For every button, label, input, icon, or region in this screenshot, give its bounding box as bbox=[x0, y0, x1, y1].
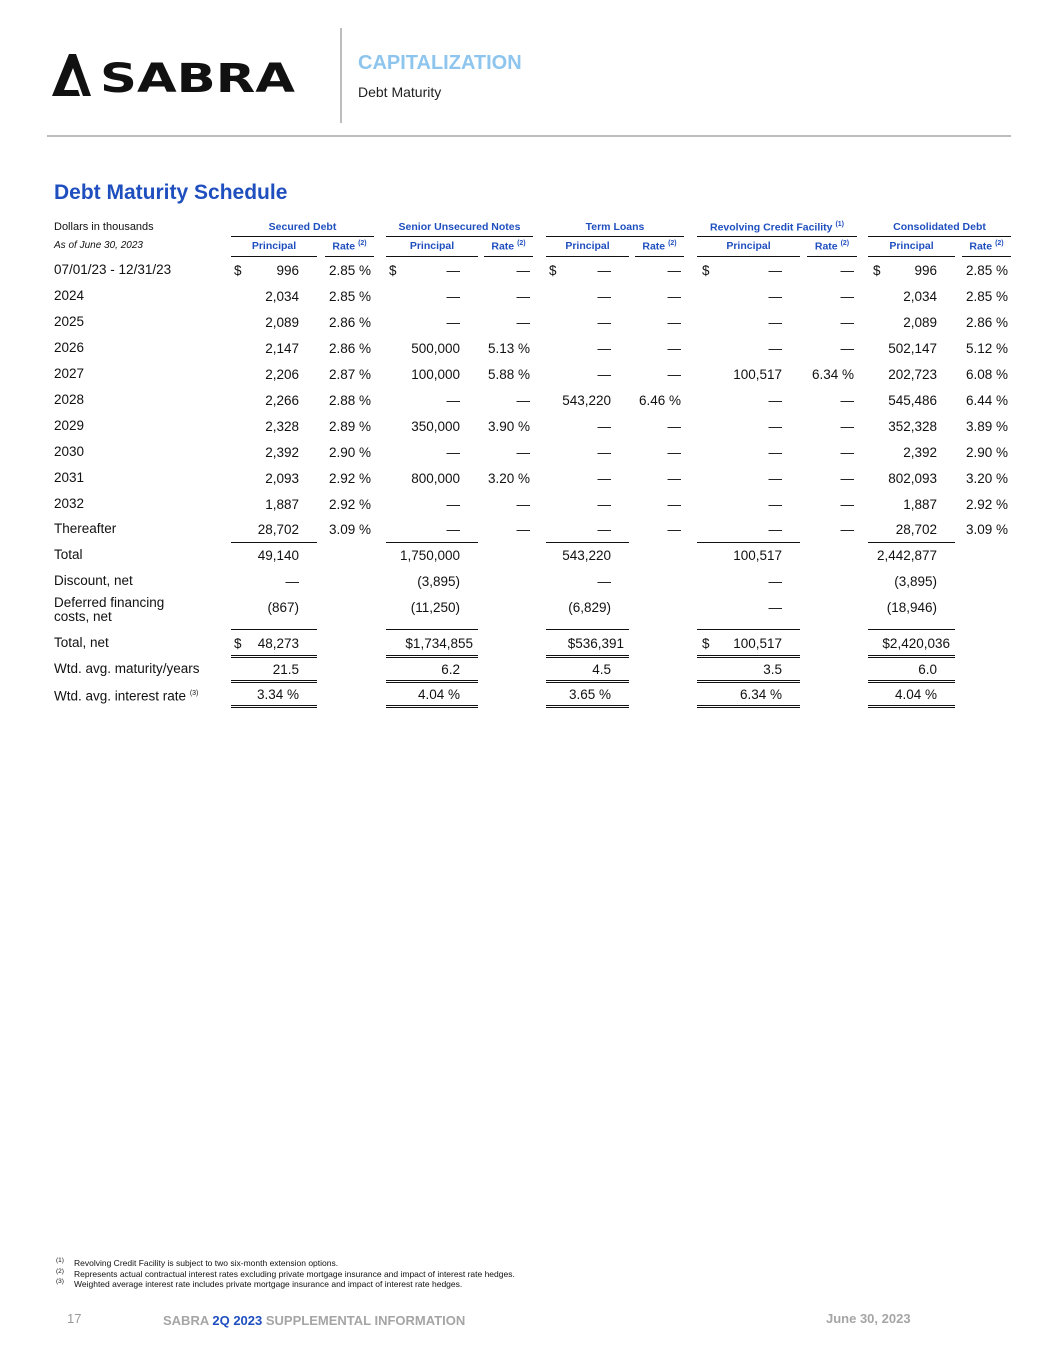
cell-principal: — bbox=[768, 497, 782, 512]
cell-rate: — bbox=[667, 419, 681, 434]
cell-rate: 2.92 % bbox=[328, 471, 371, 486]
cell-principal: — bbox=[446, 497, 460, 512]
cell-rate: — bbox=[516, 522, 530, 537]
cell-principal: — bbox=[597, 315, 611, 330]
cell-rate: 2.86 % bbox=[328, 315, 371, 330]
group-header-revolving: Revolving Credit Facility $^{(1)}$ bbox=[709, 221, 844, 234]
cell-rate: — bbox=[667, 341, 681, 356]
cell-rate: 2.85 % bbox=[328, 263, 371, 278]
rule-thereafter bbox=[231, 542, 317, 543]
cell-rate: 2.90 % bbox=[965, 445, 1008, 460]
cell-principal: (3,895) bbox=[894, 574, 937, 589]
cell-rate: — bbox=[516, 263, 530, 278]
cell-principal: 6.2 bbox=[441, 662, 460, 677]
group-header-consolidated: Consolidated Debt bbox=[893, 221, 986, 233]
cell-rate: — bbox=[840, 289, 854, 304]
row-label: 2026 bbox=[54, 340, 85, 355]
cell-rate: 2.85 % bbox=[965, 289, 1008, 304]
cell-principal: 352,328 bbox=[888, 419, 937, 434]
header-rule bbox=[47, 135, 1011, 137]
cell-principal: — bbox=[597, 522, 611, 537]
row-label: 2028 bbox=[54, 392, 85, 407]
cell-principal: 2,034 bbox=[903, 289, 937, 304]
rule-interest bbox=[231, 705, 317, 708]
footnote-mark-2: (2) bbox=[358, 240, 367, 247]
rule-interest bbox=[386, 705, 478, 708]
cell-principal: — bbox=[597, 263, 611, 278]
cell-rate: 2.90 % bbox=[328, 445, 371, 460]
cell-principal: 28,702 bbox=[895, 522, 937, 537]
footnote-2: (2) Represents actual contractual interest rates excluding private mortgage insurance and impact of interest rate hedges. bbox=[56, 1267, 515, 1279]
cell-principal: — bbox=[446, 315, 460, 330]
footnote-mark-2: (2) bbox=[668, 240, 677, 247]
cell-principal: 202,723 bbox=[888, 367, 937, 382]
row-label: Wtd. avg. interest rate $^{(3)}$ bbox=[54, 688, 199, 704]
cell-principal: 48,273 bbox=[257, 636, 299, 651]
cell-rate: 2.86 % bbox=[965, 315, 1008, 330]
col-rule-principal bbox=[386, 256, 478, 257]
cell-rate: — bbox=[667, 471, 681, 486]
cell-principal: 1,887 bbox=[903, 497, 937, 512]
cell-principal: 2,206 bbox=[265, 367, 299, 382]
rule-maturity bbox=[386, 680, 478, 683]
rule-interest bbox=[697, 705, 800, 708]
rule-thereafter bbox=[546, 542, 629, 543]
cell-rate: 2.87 % bbox=[328, 367, 371, 382]
units-note: Dollars in thousands bbox=[54, 221, 154, 233]
cell-rate: 2.92 % bbox=[965, 497, 1008, 512]
cell-rate: 2.89 % bbox=[328, 419, 371, 434]
row-label: 2032 bbox=[54, 496, 85, 511]
cell-principal: — bbox=[597, 419, 611, 434]
cell-rate: — bbox=[667, 522, 681, 537]
group-rule-revolving bbox=[697, 236, 857, 237]
cell-rate: — bbox=[667, 497, 681, 512]
cell-principal: — bbox=[446, 445, 460, 460]
cell-rate: 5.12 % bbox=[965, 341, 1008, 356]
cell-rate: — bbox=[516, 289, 530, 304]
cell-principal: 543,220 bbox=[562, 393, 611, 408]
col-header-rate: Rate $^{(2)}$ bbox=[332, 240, 367, 253]
cell-principal: — bbox=[446, 393, 460, 408]
cell-principal: (6,829) bbox=[568, 600, 611, 615]
row-label: Discount, net bbox=[54, 573, 133, 588]
cell-rate: — bbox=[840, 263, 854, 278]
col-header-rate: Rate $^{(2)}$ bbox=[814, 240, 850, 253]
cell-principal: 800,000 bbox=[411, 471, 460, 486]
dollar-sign: $ bbox=[549, 263, 557, 278]
col-rule-rate bbox=[325, 256, 374, 257]
cell-principal: 1,887 bbox=[265, 497, 299, 512]
cell-principal: — bbox=[597, 367, 611, 382]
cell-principal: 2,089 bbox=[903, 315, 937, 330]
cell-principal: — bbox=[768, 471, 782, 486]
rule-total-net bbox=[546, 655, 629, 658]
cell-principal: — bbox=[768, 393, 782, 408]
footnote-3: (3) Weighted average interest rate includes private mortgage insurance and impact of interest rate hedges. bbox=[56, 1278, 463, 1289]
cell-principal: 100,000 bbox=[411, 367, 460, 382]
group-header-secured: Secured Debt bbox=[268, 221, 337, 233]
dollar-sign: $ bbox=[234, 636, 242, 651]
rule-maturity bbox=[546, 680, 629, 683]
row-label: Total, net bbox=[54, 635, 109, 650]
footnotes bbox=[56, 1258, 515, 1290]
cell-principal: $1,734,855 bbox=[405, 636, 473, 651]
cell-principal: — bbox=[597, 574, 611, 589]
cell-principal: 2,442,877 bbox=[876, 548, 937, 563]
cell-principal: — bbox=[446, 263, 460, 278]
footnote-mark-3: (3) bbox=[189, 690, 199, 697]
footer-title: SABRA 2Q 2023 SUPPLEMENTAL INFORMATION bbox=[163, 1313, 466, 1328]
cell-principal: 996 bbox=[914, 263, 937, 278]
cell-principal: 2,093 bbox=[265, 471, 299, 486]
cell-rate: 2.92 % bbox=[328, 497, 371, 512]
cell-principal: 1,750,000 bbox=[399, 548, 460, 563]
cell-principal: (18,946) bbox=[886, 600, 937, 615]
cell-principal: — bbox=[768, 445, 782, 460]
cell-principal: — bbox=[768, 315, 782, 330]
cell-principal: — bbox=[597, 471, 611, 486]
cell-principal: 996 bbox=[276, 263, 299, 278]
cell-principal: — bbox=[768, 600, 782, 615]
cell-rate: 5.88 % bbox=[487, 367, 530, 382]
cell-rate: 3.09 % bbox=[965, 522, 1008, 537]
cell-principal: (3,895) bbox=[417, 574, 460, 589]
rule-interest bbox=[868, 705, 955, 708]
cell-principal: — bbox=[768, 419, 782, 434]
rule-costs bbox=[546, 629, 629, 630]
cell-rate: — bbox=[516, 315, 530, 330]
col-header-principal: Principal bbox=[251, 240, 297, 252]
footer-date: June 30, 2023 bbox=[826, 1311, 911, 1326]
row-label: 2031 bbox=[54, 470, 85, 485]
rule-thereafter bbox=[386, 542, 478, 543]
cell-rate: — bbox=[667, 263, 681, 278]
col-header-rate: Rate $^{(2)}$ bbox=[491, 240, 526, 253]
cell-principal: 100,517 bbox=[733, 367, 782, 382]
cell-principal: 3.34 % bbox=[256, 687, 299, 702]
svg-text:SABRA: SABRA bbox=[100, 56, 296, 98]
cell-principal: 6.34 % bbox=[739, 687, 782, 702]
cell-principal: 2,034 bbox=[265, 289, 299, 304]
rule-maturity bbox=[868, 680, 955, 683]
cell-principal: 4.5 bbox=[592, 662, 611, 677]
cell-rate: — bbox=[667, 315, 681, 330]
cell-rate: — bbox=[840, 419, 854, 434]
rule-total-net bbox=[386, 655, 478, 658]
section-title: CAPITALIZATION bbox=[358, 52, 522, 74]
cell-rate: — bbox=[840, 497, 854, 512]
rule-total-net bbox=[697, 655, 800, 658]
cell-principal: — bbox=[768, 574, 782, 589]
cell-principal: — bbox=[768, 341, 782, 356]
col-header-principal: Principal bbox=[889, 240, 934, 252]
cell-principal: 545,486 bbox=[888, 393, 937, 408]
cell-rate: 3.90 % bbox=[487, 419, 530, 434]
cell-principal: 6.0 bbox=[918, 662, 937, 677]
col-header-principal: Principal bbox=[565, 240, 610, 252]
cell-principal: 2,392 bbox=[265, 445, 299, 460]
col-rule-principal bbox=[231, 256, 317, 257]
page-number: 17 bbox=[67, 1311, 82, 1326]
cell-principal: — bbox=[597, 497, 611, 512]
cell-rate: 3.20 % bbox=[965, 471, 1008, 486]
cell-principal: 2,266 bbox=[265, 393, 299, 408]
rule-total-net bbox=[231, 655, 317, 658]
row-label: Deferred financing costs, net bbox=[54, 595, 165, 624]
cell-rate: 3.20 % bbox=[487, 471, 530, 486]
rule-costs bbox=[231, 629, 317, 630]
cell-rate: 6.44 % bbox=[965, 393, 1008, 408]
cell-principal: 543,220 bbox=[562, 548, 611, 563]
cell-principal: — bbox=[285, 574, 299, 589]
header-divider bbox=[340, 28, 342, 123]
cell-principal: 4.04 % bbox=[894, 687, 937, 702]
cell-rate: — bbox=[840, 522, 854, 537]
cell-rate: — bbox=[516, 445, 530, 460]
cell-principal: 100,517 bbox=[733, 636, 782, 651]
col-header-principal: Principal bbox=[409, 240, 455, 252]
group-header-term: Term Loans bbox=[585, 221, 645, 233]
cell-principal: — bbox=[768, 522, 782, 537]
cell-principal: 28,702 bbox=[257, 522, 299, 537]
row-label: Wtd. avg. maturity/years bbox=[54, 661, 200, 676]
cell-principal: 4.04 % bbox=[417, 687, 460, 702]
cell-principal: $2,420,036 bbox=[882, 636, 950, 651]
sabra-logo bbox=[52, 52, 297, 98]
row-label: 07/01/23 - 12/31/23 bbox=[54, 262, 172, 277]
footnote-mark-1: (1) bbox=[835, 221, 844, 228]
rule-thereafter bbox=[697, 542, 800, 543]
cell-principal: — bbox=[446, 289, 460, 304]
rule-costs bbox=[868, 629, 955, 630]
row-label: Total bbox=[54, 547, 83, 562]
cell-principal: — bbox=[768, 289, 782, 304]
as-of-date: As of June 30, 2023 bbox=[54, 240, 143, 251]
cell-rate: 2.88 % bbox=[328, 393, 371, 408]
group-header-senior: Senior Unsecured Notes bbox=[398, 221, 521, 233]
rule-costs bbox=[697, 629, 800, 630]
row-label: 2030 bbox=[54, 444, 85, 459]
cell-rate: 2.85 % bbox=[965, 263, 1008, 278]
cell-rate: — bbox=[667, 445, 681, 460]
col-header-rate: Rate $^{(2)}$ bbox=[642, 240, 677, 253]
cell-rate: — bbox=[667, 289, 681, 304]
col-rule-principal bbox=[546, 256, 629, 257]
rule-maturity bbox=[231, 680, 317, 683]
cell-principal: — bbox=[597, 341, 611, 356]
group-rule-consolidated bbox=[868, 236, 1011, 237]
footnote-1: (1) Revolving Credit Facility is subject to two six-month extension options. bbox=[56, 1257, 339, 1268]
cell-principal: 2,328 bbox=[265, 419, 299, 434]
cell-rate: 5.13 % bbox=[487, 341, 530, 356]
cell-rate: — bbox=[840, 315, 854, 330]
cell-principal: — bbox=[597, 445, 611, 460]
cell-rate: 6.34 % bbox=[811, 367, 854, 382]
cell-principal: 2,147 bbox=[265, 341, 299, 356]
cell-rate: — bbox=[516, 497, 530, 512]
cell-principal: 500,000 bbox=[411, 341, 460, 356]
footnote-mark-2: (2) bbox=[840, 240, 850, 247]
cell-principal: 502,147 bbox=[888, 341, 937, 356]
cell-rate: — bbox=[840, 445, 854, 460]
cell-principal: 802,093 bbox=[888, 471, 937, 486]
col-rule-rate bbox=[484, 256, 533, 257]
row-label: 2027 bbox=[54, 366, 85, 381]
cell-principal: 49,140 bbox=[257, 548, 299, 563]
cell-rate: 2.85 % bbox=[328, 289, 371, 304]
dollar-sign: $ bbox=[702, 263, 710, 278]
cell-rate: — bbox=[667, 367, 681, 382]
cell-rate: — bbox=[840, 341, 854, 356]
row-label: 2029 bbox=[54, 418, 85, 433]
dollar-sign: $ bbox=[702, 636, 710, 651]
rule-maturity bbox=[697, 680, 800, 683]
cell-principal: 100,517 bbox=[733, 548, 782, 563]
col-rule-principal bbox=[697, 256, 800, 257]
cell-principal: 3.5 bbox=[763, 662, 782, 677]
cell-rate: 2.86 % bbox=[328, 341, 371, 356]
cell-principal: — bbox=[446, 522, 460, 537]
row-label: Thereafter bbox=[54, 521, 117, 536]
cell-principal: 350,000 bbox=[411, 419, 460, 434]
group-rule-secured bbox=[231, 236, 374, 237]
cell-principal: 2,392 bbox=[903, 445, 937, 460]
cell-rate: 6.46 % bbox=[638, 393, 681, 408]
cell-rate: 3.89 % bbox=[965, 419, 1008, 434]
cell-principal: 3.65 % bbox=[568, 687, 611, 702]
cell-principal: 21.5 bbox=[272, 662, 299, 677]
section-subtitle: Debt Maturity bbox=[358, 84, 442, 100]
cell-rate: — bbox=[516, 393, 530, 408]
cell-rate: — bbox=[840, 471, 854, 486]
rule-total-net bbox=[868, 655, 955, 658]
row-label: 2025 bbox=[54, 314, 85, 329]
group-rule-senior bbox=[386, 236, 533, 237]
col-rule-rate bbox=[807, 256, 857, 257]
rule-interest bbox=[546, 705, 629, 708]
cell-principal: $536,391 bbox=[567, 636, 624, 651]
dollar-sign: $ bbox=[234, 263, 242, 278]
dollar-sign: $ bbox=[873, 263, 881, 278]
footnote-mark-2: (2) bbox=[995, 240, 1004, 247]
footnote-mark-2: (2) bbox=[517, 240, 526, 247]
rule-costs bbox=[386, 629, 478, 630]
dollar-sign: $ bbox=[389, 263, 397, 278]
rule-thereafter bbox=[868, 542, 955, 543]
cell-principal: — bbox=[768, 263, 782, 278]
cell-principal: (867) bbox=[267, 600, 299, 615]
row-label: 2024 bbox=[54, 288, 85, 303]
page-title: Debt Maturity Schedule bbox=[54, 181, 288, 204]
cell-rate: — bbox=[840, 393, 854, 408]
cell-principal: 2,089 bbox=[265, 315, 299, 330]
cell-rate: 6.08 % bbox=[965, 367, 1008, 382]
col-header-principal: Principal bbox=[726, 240, 771, 252]
col-rule-rate bbox=[635, 256, 684, 257]
col-header-rate: Rate $^{(2)}$ bbox=[969, 240, 1004, 253]
col-rule-principal bbox=[868, 256, 955, 257]
cell-principal: — bbox=[597, 289, 611, 304]
cell-rate: 3.09 % bbox=[328, 522, 371, 537]
group-rule-term bbox=[546, 236, 684, 237]
cell-principal: (11,250) bbox=[410, 600, 460, 615]
col-rule-rate bbox=[962, 256, 1011, 257]
